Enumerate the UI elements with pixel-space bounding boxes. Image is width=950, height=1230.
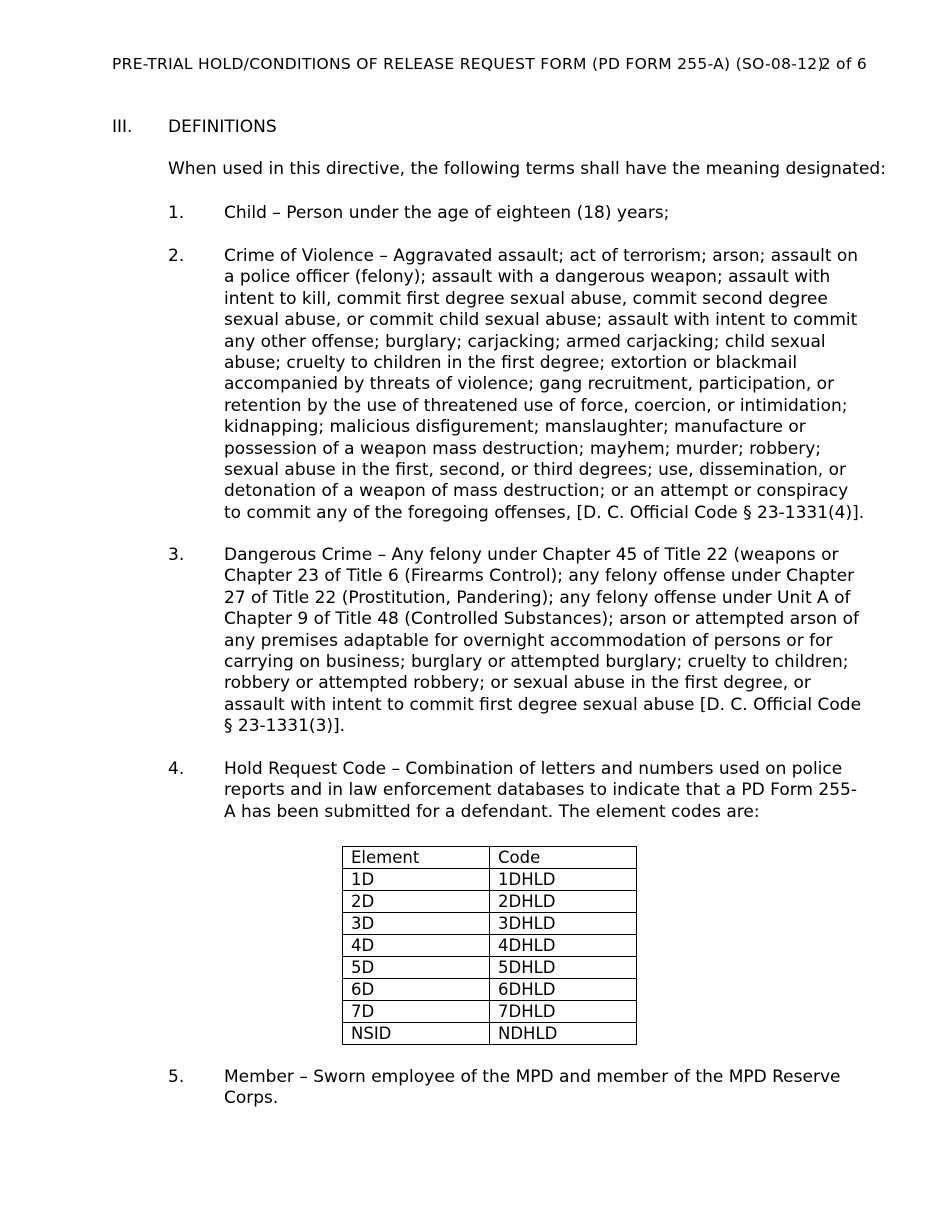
code-cell: 7DHLD (490, 1001, 637, 1023)
document-title: PRE-TRIAL HOLD/CONDITIONS OF RELEASE REQUEST FORM (PD FORM 255-A) (SO-08-12) (112, 55, 824, 73)
section-title: DEFINITIONS (168, 117, 277, 137)
element-cell: 5D (343, 957, 490, 979)
code-cell: 3DHLD (490, 913, 637, 935)
table-row (343, 1001, 637, 1023)
table-row (343, 957, 637, 979)
section-heading (112, 117, 277, 137)
element-cell: 4D (343, 935, 490, 957)
item-text: Dangerous Crime – Any felony under Chapter 45 of Title 22 (weapons or Chapter 23 of Title 6 (Firearms Control); any felony offense under Chapter 27 of Title 22 (Prostitution, Pandering); any felony offense under Unit A of Chapter 9 of Title 48 (Controlled Substances); arson or attempted arson of any premises adaptable for overnight accommodation of persons or for carrying on business; burglary or attempted burglary; cruelty to children; robbery or attempted robbery; or sexual abuse in the first degree, or assault with intent to commit first degree sexual abuse [D. C. Official Code § 23-1331(3)]. (224, 545, 862, 737)
table-row (343, 891, 637, 913)
table-row (343, 913, 637, 935)
element-cell: 3D (343, 913, 490, 935)
hold-request-code-table (342, 846, 637, 1045)
column-header-code: Code (490, 847, 637, 869)
code-cell: 6DHLD (490, 979, 637, 1001)
item-text: Child – Person under the age of eighteen (18) years; (224, 203, 670, 223)
definition-item (168, 203, 868, 224)
page-number: 2 of 6 (820, 55, 867, 73)
item-number: 1. (168, 203, 185, 223)
code-cell: 5DHLD (490, 957, 637, 979)
code-cell: 4DHLD (490, 935, 637, 957)
item-number: 2. (168, 246, 185, 266)
code-cell: 1DHLD (490, 869, 637, 891)
element-cell: 1D (343, 869, 490, 891)
section-number: III. (112, 117, 133, 137)
item-text: Hold Request Code – Combination of letters and numbers used on police reports and in law enforcement databases to indicate that a PD Form 255-A has been submitted for a defendant. The element codes are: (224, 759, 857, 822)
page-header (112, 55, 867, 73)
definition-item (168, 545, 868, 738)
item-number: 5. (168, 1067, 185, 1087)
column-header-element: Element (343, 847, 490, 869)
item-text: Member – Sworn employee of the MPD and member of the MPD Reserve Corps. (224, 1067, 841, 1109)
element-cell: 6D (343, 979, 490, 1001)
code-cell: 2DHLD (490, 891, 637, 913)
item-text: Crime of Violence – Aggravated assault; act of terrorism; arson; assault on a police officer (felony); assault with a dangerous weapon; assault with intent to kill, commit first degree sexual abuse, commit second degree sexual abuse, or commit child sexual abuse; assault with intent to commit any other offense; burglary; carjacking; armed carjacking; child sexual abuse; cruelty to children in the first degree; extortion or blackmail accompanied by threats of violence; gang recruitment, participation, or retention by the use of threatened use of force, coercion, or intimidation; kidnapping; malicious disfigurement; manslaughter; manufacture or possession of a weapon mass destruction; mayhem; murder; robbery; sexual abuse in the first, second, or third degrees; use, dissemination, or detonation of a weapon of mass destruction; or an attempt or conspiracy to commit any of the foregoing offenses, [D. C. Official Code § 23-1331(4)]. (224, 246, 865, 523)
table-row (343, 935, 637, 957)
element-cell: NSID (343, 1023, 490, 1045)
code-cell: NDHLD (490, 1023, 637, 1045)
item-number: 3. (168, 545, 185, 565)
definition-item (168, 759, 868, 823)
table-row (343, 1023, 637, 1045)
definition-item (168, 246, 868, 524)
table-row (343, 979, 637, 1001)
section-intro: When used in this directive, the following terms shall have the meaning designated: (168, 159, 886, 179)
element-cell: 2D (343, 891, 490, 913)
table-row (343, 869, 637, 891)
item-number: 4. (168, 759, 185, 779)
table-header-row (343, 847, 637, 869)
element-cell: 7D (343, 1001, 490, 1023)
definition-item (168, 1067, 868, 1110)
